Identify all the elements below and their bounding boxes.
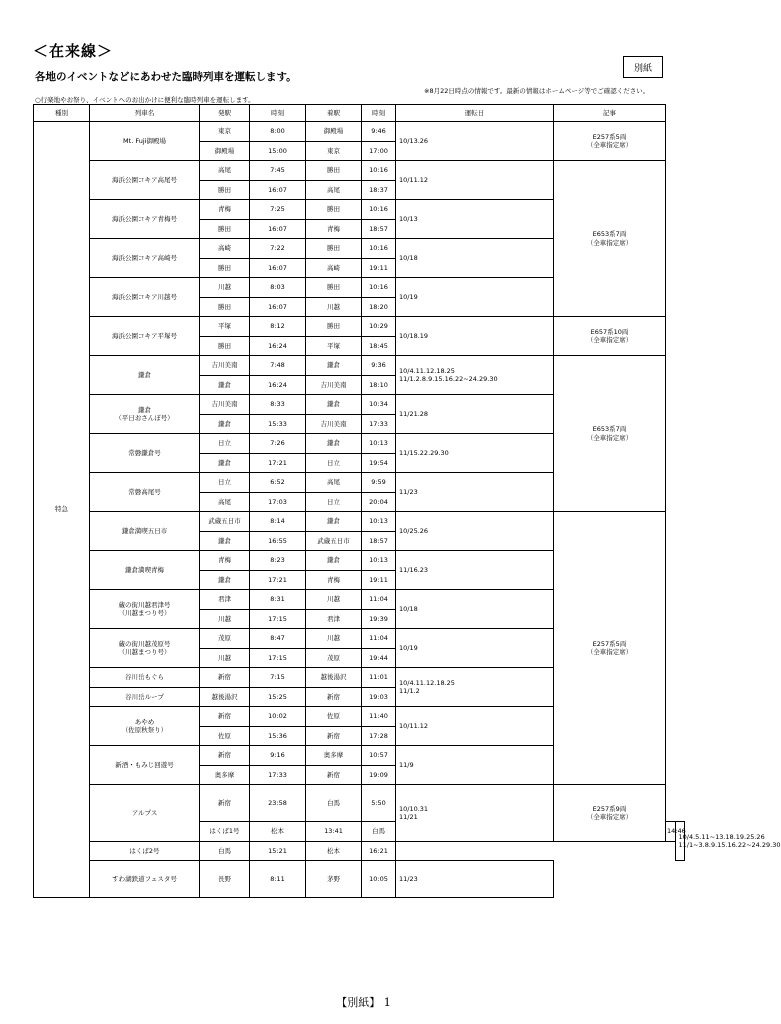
arrival-station-cell: 勝田 (306, 278, 362, 298)
remarks-cell: E257系5両 （全車指定席） (554, 122, 666, 161)
train-name-cell: 鎌倉満喫青梅 (90, 551, 200, 590)
departure-station-cell: 青梅 (200, 200, 250, 220)
arrival-time-cell: 19:39 (362, 609, 396, 629)
arrival-time-cell: 14:46 (666, 822, 676, 842)
train-name-cell: あやめ （佐原秋祭り） (90, 707, 200, 746)
departure-station-cell: 鎌倉 (200, 375, 250, 395)
departure-station-cell: 長野 (200, 861, 250, 898)
arrival-time-cell: 5:50 (362, 785, 396, 822)
departure-time-cell: 15:21 (250, 841, 306, 861)
train-name-cell: 新酒・もみじ回遊号 (90, 746, 200, 785)
header-train-name: 列車名 (90, 105, 200, 122)
train-name-cell: 鎌倉満喫五日市 (90, 512, 200, 551)
arrival-time-cell: 10:13 (362, 512, 396, 532)
departure-time-cell: 7:22 (250, 239, 306, 259)
operating-days-cell: 10/19 (396, 278, 554, 317)
departure-time-cell: 17:33 (250, 765, 306, 785)
departure-time-cell: 17:03 (250, 492, 306, 512)
departure-time-cell: 7:48 (250, 356, 306, 376)
departure-station-cell: 高崎 (200, 239, 250, 259)
table-row (34, 161, 685, 181)
arrival-station-cell: 川越 (306, 590, 362, 610)
departure-station-cell: 鎌倉 (200, 453, 250, 473)
arrival-time-cell: 10:16 (362, 161, 396, 181)
departure-time-cell: 8:31 (250, 590, 306, 610)
arrival-station-cell: 佐原 (306, 707, 362, 727)
departure-time-cell: 8:11 (250, 861, 306, 898)
train-name-cell: 蔵の街川越君津号 （川越まつり号） (90, 590, 200, 629)
departure-station-cell: 白馬 (200, 841, 250, 861)
train-name-cell: はくば2号 (90, 841, 200, 861)
arrival-station-cell: 日立 (306, 453, 362, 473)
train-name-cell: アルプス (90, 785, 200, 842)
arrival-station-cell: 鎌倉 (306, 434, 362, 454)
departure-station-cell: 勝田 (200, 180, 250, 200)
header-remarks: 記事 (554, 105, 666, 122)
departure-time-cell: 8:47 (250, 629, 306, 649)
train-name-cell: 海浜公園コキア平塚号 (90, 317, 200, 356)
departure-time-cell: 10:02 (250, 707, 306, 727)
train-type-cell: 特急 (34, 122, 90, 898)
departure-time-cell: 6:52 (250, 473, 306, 493)
departure-station-cell: 新宿 (200, 785, 250, 822)
arrival-time-cell: 18:57 (362, 219, 396, 239)
train-name-cell: 海浜公園コキア高尾号 (90, 161, 200, 200)
departure-time-cell: 16:07 (250, 180, 306, 200)
arrival-station-cell: 川越 (306, 297, 362, 317)
departure-station-cell: 勝田 (200, 297, 250, 317)
departure-station-cell: 鎌倉 (200, 570, 250, 590)
departure-time-cell: 8:14 (250, 512, 306, 532)
arrival-time-cell: 16:21 (362, 841, 396, 861)
arrival-station-cell: 茂原 (306, 648, 362, 668)
arrival-time-cell: 10:57 (362, 746, 396, 766)
train-name-cell: 海浜公園コキア川越号 (90, 278, 200, 317)
departure-station-cell: 越後湯沢 (200, 687, 250, 707)
arrival-time-cell: 11:01 (362, 668, 396, 688)
remarks-cell: E257系5両 （全車指定席） (554, 512, 666, 785)
train-name-cell: 蔵の街川越茂原号 （川越まつり号） (90, 629, 200, 668)
train-name-cell: すわ湖鉄道フェスタ号 (90, 861, 200, 898)
table-row (34, 122, 685, 142)
departure-station-cell: 武蔵五日市 (200, 512, 250, 532)
departure-station-cell: 日立 (200, 473, 250, 493)
table-row (34, 841, 685, 861)
departure-station-cell: 勝田 (200, 258, 250, 278)
operating-days-cell: 10/10.31 11/21 (396, 785, 554, 842)
departure-station-cell: 平塚 (200, 317, 250, 337)
arrival-station-cell: 鎌倉 (306, 551, 362, 571)
remarks-cell: E657系10両 （全車指定席） (554, 317, 666, 356)
operating-days-cell: 10/4.11.12.18.25 11/1.2.8.9.15.16.22~24.29.30 (396, 356, 554, 395)
operating-days-cell: 10/13.26 (396, 122, 554, 161)
operating-days-cell: 11/21.28 (396, 395, 554, 434)
arrival-station-cell: 青梅 (306, 570, 362, 590)
departure-time-cell: 17:15 (250, 609, 306, 629)
arrival-station-cell: 高崎 (306, 258, 362, 278)
operating-days-cell: 10/18 (396, 590, 554, 629)
departure-time-cell: 16:24 (250, 375, 306, 395)
operating-days-cell: 10/13 (396, 200, 554, 239)
arrival-station-cell: 鎌倉 (306, 356, 362, 376)
arrival-time-cell: 9:46 (362, 122, 396, 142)
arrival-station-cell: 勝田 (306, 239, 362, 259)
page-title: ＜在来線＞ (33, 42, 114, 60)
train-name-cell: はくば1号 (200, 822, 250, 842)
arrival-station-cell: 新宿 (306, 687, 362, 707)
arrival-time-cell: 10:05 (362, 861, 396, 898)
departure-time-cell: 8:12 (250, 317, 306, 337)
departure-time-cell: 15:25 (250, 687, 306, 707)
train-name-cell: 海浜公園コキア高崎号 (90, 239, 200, 278)
arrival-station-cell: 松本 (306, 841, 362, 861)
departure-time-cell: 8:33 (250, 395, 306, 415)
arrival-station-cell: 奥多摩 (306, 746, 362, 766)
departure-station-cell: 鎌倉 (200, 414, 250, 434)
arrival-time-cell: 18:57 (362, 531, 396, 551)
arrival-station-cell: 青梅 (306, 219, 362, 239)
arrival-time-cell: 11:40 (362, 707, 396, 727)
arrival-time-cell: 19:03 (362, 687, 396, 707)
departure-station-cell: 新宿 (200, 746, 250, 766)
arrival-time-cell: 17:28 (362, 726, 396, 746)
operating-days-cell: 10/11.12 (396, 161, 554, 200)
departure-time-cell: 13:41 (306, 822, 362, 842)
arrival-station-cell: 新宿 (306, 726, 362, 746)
arrival-time-cell: 17:33 (362, 414, 396, 434)
arrival-station-cell: 御殿場 (306, 122, 362, 142)
arrival-time-cell: 19:11 (362, 570, 396, 590)
departure-station-cell: 東京 (200, 122, 250, 142)
table-row (34, 317, 685, 337)
remarks-cell: E653系7両 （全車指定席） (554, 356, 666, 512)
lead-text: ○行楽地やお祭り、イベントへのお出かけに便利な臨時列車を運転します。 (35, 96, 255, 104)
departure-time-cell: 17:15 (250, 648, 306, 668)
arrival-time-cell: 18:45 (362, 336, 396, 356)
departure-time-cell: 16:07 (250, 219, 306, 239)
departure-station-cell: 御殿場 (200, 141, 250, 161)
departure-station-cell: 吉川美南 (200, 395, 250, 415)
train-name-cell: 鎌倉 (90, 356, 200, 395)
departure-station-cell: 川越 (200, 648, 250, 668)
departure-time-cell: 9:16 (250, 746, 306, 766)
train-name-cell: Mt. Fuji御殿場 (90, 122, 200, 161)
departure-station-cell: 松本 (250, 822, 306, 842)
arrival-station-cell: 越後湯沢 (306, 668, 362, 688)
page-subtitle: 各地のイベントなどにあわせた臨時列車を運転します。 (35, 71, 297, 83)
departure-station-cell: 君津 (200, 590, 250, 610)
arrival-time-cell: 19:44 (362, 648, 396, 668)
appendix-label: 別紙 (623, 56, 663, 78)
info-note: ※8月22日時点の情報です。最新の情報はホームページ等でご確認ください。 (424, 87, 650, 95)
departure-time-cell: 7:25 (250, 200, 306, 220)
departure-station-cell: 奥多摩 (200, 765, 250, 785)
operating-days-cell: 11/16.23 (396, 551, 554, 590)
table-row (34, 861, 685, 898)
departure-station-cell: 茂原 (200, 629, 250, 649)
operating-days-cell: 11/23 (396, 473, 554, 512)
train-name-cell: 谷川岳ループ (90, 687, 200, 707)
arrival-station-cell: 白馬 (362, 822, 396, 842)
arrival-station-cell: 日立 (306, 492, 362, 512)
departure-time-cell: 23:58 (250, 785, 306, 822)
departure-station-cell: 青梅 (200, 551, 250, 571)
header-departure-station: 発駅 (200, 105, 250, 122)
train-name-cell: 海浜公園コキア青梅号 (90, 200, 200, 239)
departure-time-cell: 15:33 (250, 414, 306, 434)
arrival-time-cell: 10:13 (362, 551, 396, 571)
arrival-time-cell: 10:16 (362, 239, 396, 259)
arrival-time-cell: 19:11 (362, 258, 396, 278)
operating-days-cell: 10/18 (396, 239, 554, 278)
arrival-station-cell: 勝田 (306, 200, 362, 220)
arrival-time-cell: 10:16 (362, 278, 396, 298)
arrival-station-cell: 吉川美南 (306, 375, 362, 395)
arrival-station-cell: 白馬 (306, 785, 362, 822)
arrival-station-cell: 君津 (306, 609, 362, 629)
operating-days-cell: 10/25.26 (396, 512, 554, 551)
arrival-time-cell: 10:34 (362, 395, 396, 415)
departure-station-cell: 新宿 (200, 707, 250, 727)
departure-time-cell: 15:00 (250, 141, 306, 161)
arrival-station-cell: 平塚 (306, 336, 362, 356)
departure-time-cell: 8:00 (250, 122, 306, 142)
header-departure-time: 時刻 (250, 105, 306, 122)
table-row (34, 785, 685, 822)
departure-station-cell: 川越 (200, 278, 250, 298)
arrival-station-cell: 東京 (306, 141, 362, 161)
departure-time-cell: 8:23 (250, 551, 306, 571)
departure-time-cell: 16:55 (250, 531, 306, 551)
arrival-time-cell: 18:20 (362, 297, 396, 317)
departure-time-cell: 16:24 (250, 336, 306, 356)
arrival-time-cell: 9:36 (362, 356, 396, 376)
train-name-cell: 鎌倉 （平日おさんぽ号） (90, 395, 200, 434)
arrival-station-cell: 高尾 (306, 180, 362, 200)
departure-station-cell: 川越 (200, 609, 250, 629)
arrival-time-cell: 9:59 (362, 473, 396, 493)
departure-station-cell: 高尾 (200, 492, 250, 512)
departure-time-cell: 7:45 (250, 161, 306, 181)
arrival-time-cell: 19:54 (362, 453, 396, 473)
train-table (33, 104, 781, 898)
arrival-station-cell: 武蔵五日市 (306, 531, 362, 551)
departure-time-cell: 16:07 (250, 297, 306, 317)
table-row (34, 356, 685, 376)
operating-days-cell: 10/11.12 (396, 707, 554, 746)
arrival-time-cell: 10:13 (362, 434, 396, 454)
arrival-time-cell: 20:04 (362, 492, 396, 512)
operating-days-cell: 10/4.5.11~13.18.19.25.26 11/1~3.8.9.15.16.22~24.29.30 (675, 822, 685, 861)
table-header-row (34, 105, 685, 122)
departure-station-cell: 鎌倉 (200, 531, 250, 551)
operating-days-cell: 11/9 (396, 746, 554, 785)
departure-station-cell: 高尾 (200, 161, 250, 181)
arrival-time-cell: 17:00 (362, 141, 396, 161)
departure-station-cell: 吉川美南 (200, 356, 250, 376)
arrival-time-cell: 19:09 (362, 765, 396, 785)
arrival-station-cell: 鎌倉 (306, 512, 362, 532)
operating-days-cell: 10/19 (396, 629, 554, 668)
arrival-station-cell: 新宿 (306, 765, 362, 785)
departure-time-cell: 16:07 (250, 258, 306, 278)
departure-station-cell: 日立 (200, 434, 250, 454)
operating-days-cell: 11/15.22.29.30 (396, 434, 554, 473)
departure-time-cell: 7:26 (250, 434, 306, 454)
operating-days-cell: 10/4.11.12.18.25 11/1.2 (396, 668, 554, 707)
header-type: 種別 (34, 105, 90, 122)
departure-time-cell: 7:15 (250, 668, 306, 688)
header-arrival-time: 時刻 (362, 105, 396, 122)
arrival-time-cell: 10:29 (362, 317, 396, 337)
header-operating-days: 運転日 (396, 105, 554, 122)
departure-time-cell: 8:03 (250, 278, 306, 298)
table-row (34, 512, 685, 532)
arrival-time-cell: 18:37 (362, 180, 396, 200)
arrival-time-cell: 10:16 (362, 200, 396, 220)
arrival-time-cell: 11:04 (362, 629, 396, 649)
arrival-station-cell: 勝田 (306, 161, 362, 181)
arrival-station-cell: 鎌倉 (306, 395, 362, 415)
train-name-cell: 谷川岳もぐら (90, 668, 200, 688)
departure-station-cell: 新宿 (200, 668, 250, 688)
remarks-cell: E257系9両 （全車指定席） (554, 785, 666, 842)
train-name-cell: 常磐高尾号 (90, 473, 200, 512)
departure-time-cell: 17:21 (250, 570, 306, 590)
page-footer: 【別紙】 1 (336, 996, 391, 1009)
departure-station-cell: 佐原 (200, 726, 250, 746)
arrival-station-cell: 勝田 (306, 317, 362, 337)
arrival-station-cell: 吉川美南 (306, 414, 362, 434)
arrival-station-cell: 茅野 (306, 861, 362, 898)
operating-days-cell: 11/23 (396, 861, 554, 898)
arrival-station-cell: 高尾 (306, 473, 362, 493)
arrival-station-cell: 川越 (306, 629, 362, 649)
arrival-time-cell: 18:10 (362, 375, 396, 395)
train-name-cell: 常磐鎌倉号 (90, 434, 200, 473)
header-arrival-station: 着駅 (306, 105, 362, 122)
departure-station-cell: 勝田 (200, 219, 250, 239)
departure-time-cell: 15:36 (250, 726, 306, 746)
arrival-time-cell: 11:04 (362, 590, 396, 610)
departure-station-cell: 勝田 (200, 336, 250, 356)
operating-days-cell: 10/18.19 (396, 317, 554, 356)
departure-time-cell: 17:21 (250, 453, 306, 473)
remarks-cell: E653系7両 （全車指定席） (554, 161, 666, 317)
